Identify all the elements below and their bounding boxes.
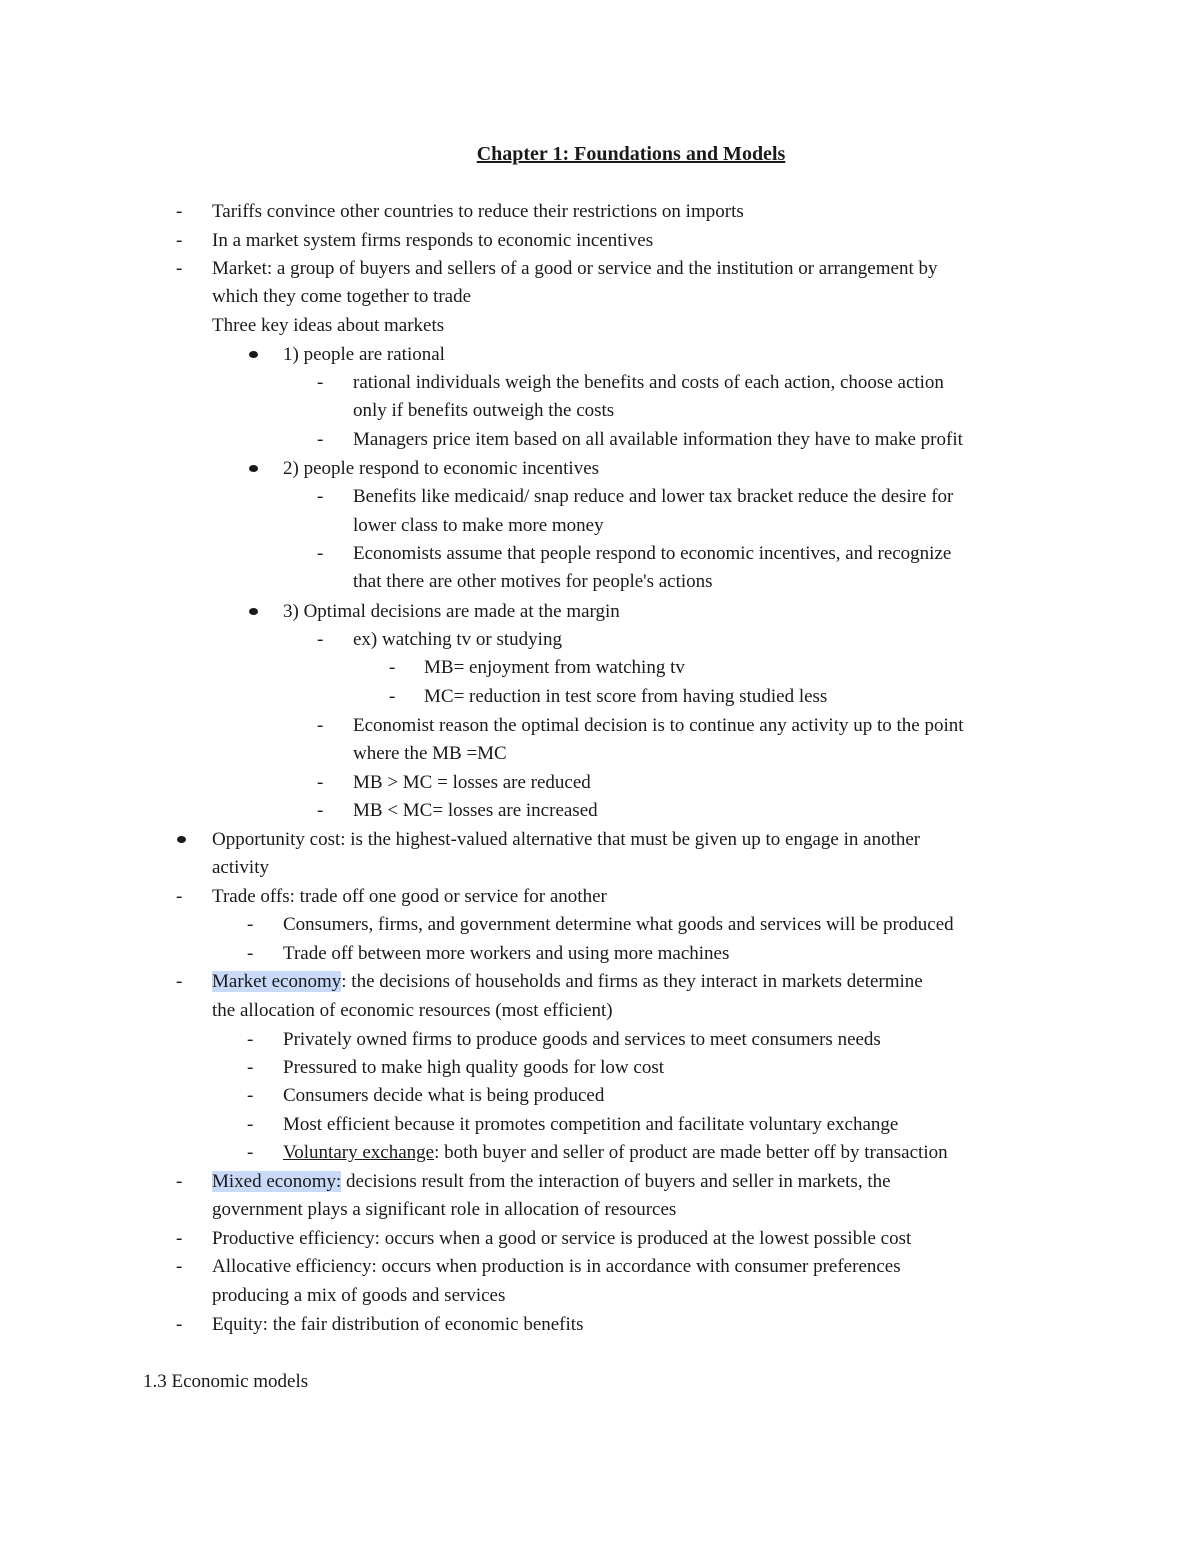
dash-marker: - (389, 686, 396, 707)
dash-marker: - (176, 230, 183, 251)
dash-marker: - (247, 1114, 254, 1135)
dash-marker: - (317, 486, 324, 507)
bullet-text: 3) Optimal decisions are made at the margin (283, 601, 620, 622)
dash-marker: - (247, 1057, 254, 1078)
bullet-text: where the MB =MC (353, 743, 507, 764)
bullet-text: Opportunity cost: is the highest-valued alternative that must be given up to engage in another (212, 829, 921, 850)
bullet-text: which they come together to trade (212, 286, 472, 307)
bullet-text: Managers price item based on all available information they have to make profit (353, 429, 963, 450)
bullet-text: Privately owned firms to produce goods and services to meet consumers needs (283, 1029, 881, 1050)
dash-marker: - (317, 543, 324, 564)
bullet-text: Three key ideas about markets (212, 315, 445, 336)
dash-marker: - (247, 1029, 254, 1050)
dash-marker: - (317, 629, 324, 650)
section-heading: 1.3 Economic models (143, 1371, 309, 1392)
bullet-text: Trade offs: trade off one good or service for another (212, 886, 607, 907)
bullet-text (212, 970, 923, 994)
dash-marker: - (176, 1171, 183, 1192)
bullet-text: Benefits like medicaid/ snap reduce and lower tax bracket reduce the desire for (353, 486, 954, 507)
bullet-text: Most efficient because it promotes competition and facilitate voluntary exchange (283, 1114, 899, 1135)
bullet-dot (177, 836, 186, 843)
bullet-text: Allocative efficiency: occurs when production is in accordance with consumer preferences (212, 1256, 901, 1277)
dash-marker: - (176, 201, 183, 222)
dash-marker: - (317, 429, 324, 450)
underlined-term: Voluntary exchange (283, 1142, 435, 1163)
bullet-dot (249, 608, 258, 615)
bullet-text: the allocation of economic resources (most efficient) (212, 1000, 613, 1021)
bullet-text: Market: a group of buyers and sellers of a good or service and the institution or arrangement by (212, 258, 938, 279)
dash-marker: - (176, 258, 183, 279)
bullet-text-rest: : the decisions of households and firms as they interact in markets determine (341, 971, 923, 992)
dash-marker: - (247, 914, 254, 935)
bullet-text: In a market system firms responds to economic incentives (212, 230, 654, 251)
dash-marker: - (317, 715, 324, 736)
bullet-text: rational individuals weigh the benefits and costs of each action, choose action (353, 372, 944, 393)
bullet-text: Productive efficiency: occurs when a good or service is produced at the lowest possible cost (212, 1228, 912, 1249)
dash-marker: - (317, 372, 324, 393)
bullet-text-rest: : both buyer and seller of product are made better off by transaction (434, 1142, 948, 1163)
bullet-text: government plays a significant role in allocation of resources (212, 1199, 677, 1220)
bullet-text: Consumers decide what is being produced (283, 1085, 605, 1106)
bullet-text: Equity: the fair distribution of economic benefits (212, 1314, 584, 1335)
bullet-text: that there are other motives for people's actions (353, 571, 713, 592)
bullet-text: activity (212, 857, 269, 878)
bullet-text: Economist reason the optimal decision is to continue any activity up to the point (353, 715, 964, 736)
bullet-text: Consumers, firms, and government determine what goods and services will be produced (283, 914, 954, 935)
dash-marker: - (247, 1085, 254, 1106)
bullet-text-rest: decisions result from the interaction of buyers and seller in markets, the (341, 1171, 891, 1192)
bullet-text: Trade off between more workers and using more machines (283, 943, 730, 964)
dash-marker: - (176, 1256, 183, 1277)
bullet-text: Economists assume that people respond to economic incentives, and recognize (353, 543, 952, 564)
highlighted-term: Mixed economy: (212, 1171, 342, 1192)
bullet-text: Tariffs convince other countries to reduce their restrictions on imports (212, 201, 744, 222)
bullet-text: producing a mix of goods and services (212, 1285, 506, 1306)
dash-marker: - (176, 886, 183, 907)
highlighted-term: Market economy (212, 971, 342, 992)
bullet-text: 2) people respond to economic incentives (283, 458, 600, 479)
dash-marker: - (176, 971, 183, 992)
dash-marker: - (247, 1142, 254, 1163)
bullet-text: MB= enjoyment from watching tv (424, 657, 685, 678)
bullet-text (283, 1141, 948, 1165)
bullet-text: ex) watching tv or studying (353, 629, 562, 650)
page-title: Chapter 1: Foundations and Models (476, 143, 786, 165)
bullet-text: 1) people are rational (283, 344, 445, 365)
bullet-text: lower class to make more money (353, 515, 604, 536)
bullet-dot (249, 465, 258, 472)
dash-marker: - (176, 1314, 183, 1335)
bullet-text: MC= reduction in test score from having studied less (424, 686, 828, 707)
dash-marker: - (317, 772, 324, 793)
bullet-text: only if benefits outweigh the costs (353, 400, 615, 421)
bullet-text (212, 1170, 891, 1194)
dash-marker: - (389, 657, 396, 678)
dash-marker: - (317, 800, 324, 821)
bullet-text: Pressured to make high quality goods for low cost (283, 1057, 665, 1078)
bullet-dot (249, 351, 258, 358)
bullet-text: MB < MC= losses are increased (353, 800, 598, 821)
dash-marker: - (247, 943, 254, 964)
dash-marker: - (176, 1228, 183, 1249)
bullet-text: MB > MC = losses are reduced (353, 772, 591, 793)
